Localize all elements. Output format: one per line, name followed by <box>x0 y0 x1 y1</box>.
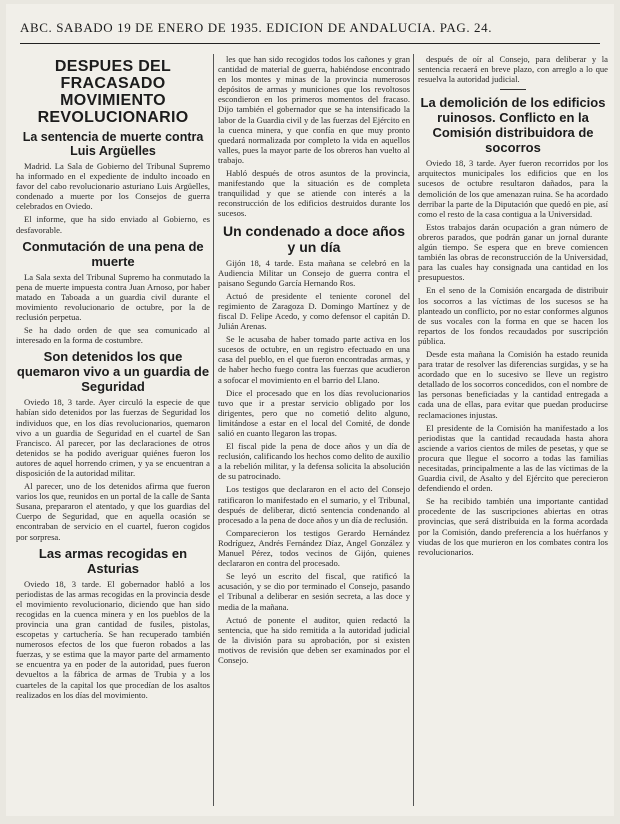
article-title: Conmutación de una pena de muerte <box>22 238 204 269</box>
separator-dash <box>500 89 526 90</box>
article-paragraph: les que han sido recogidos todos los cañones y gran cantidad de material de guerra, habiéndose encontrado en los montes y minas de la provincia numerosos depósitos de armas y municiones que los revoltosos escondieron en los primeros momentos del fracaso. Dijo también el gobernador que se ha intensificado la labor de la Guardia civil y de las fuerzas del Ejército en la cuenca minera, y que confía en que muy pronto quedará normalizada por completo la vida en aquellos valles, pues la mayor parte de los obreros han vuelto al trabajo. <box>218 54 410 165</box>
article-paragraph: Habló después de otros asuntos de la provincia, manifestando que la situación es de completa tranquilidad y que se atiende con interés a la reconstrucción de los edificios destruidos durante los sucesos. <box>218 168 410 219</box>
article-paragraph: Se ha dado orden de que sea comunicado al interesado en la forma de costumbre. <box>16 325 210 346</box>
article-paragraph: Los testigos que declararon en el acto del Consejo ratificaron lo manifestado en el sumario, y el Tribunal, después de deliberar, dictó sentencia condenando al procesado a la pena de doce años y un día de reclusión. <box>218 484 410 525</box>
article-paragraph: El presidente de la Comisión ha manifestado a los periodistas que la cantidad recaudada hasta ahora asciende a varios cientos de miles de pesetas, y que se procura que llegue el socorro a todas las familias necesitadas, principalmente a las de las víctimas de la Guardia civil, de Asalto y del Ejército que perecieron defendiendo el orden. <box>418 422 608 494</box>
column-3 <box>418 54 608 810</box>
article-paragraph: Oviedo 18, 3 tarde. Ayer circuló la especie de que habían sido detenidos por las fuerzas de Seguridad los individuos que, en los días revolucionarios, quemaron vivo a un guardia de Seguridad en el cuartel de San Francisco. Al parecer, por las declaraciones de otros detenidos se ha podido averiguar quiénes fueron los autores de aquel horrendo crimen, y ya se encuentran a disposición de la autoridad militar. <box>16 397 210 478</box>
article-paragraph: Oviedo 18, 3 tarde. Ayer fueron recorridos por los arquitectos municipales los edificios que en los sucesos de octubre resultaron dañados, para la demolición de los que amenazan ruina. Se ha acordado derribar la parte de la Diputación que quedó en pie, así como el resto de la casa contigua a la Universidad. <box>418 158 608 219</box>
article-paragraph: Se ha recibido también una importante cantidad procedente de las suscripciones abiertas en otras provincias, que será distribuida en la forma acordada por la Comisión, dando preferencia a los huérfanos y viudas de los que murieron en los combates contra los revolucionarios. <box>418 496 608 557</box>
masthead-rule <box>20 43 600 44</box>
article-paragraph: Actuó de presidente el teniente coronel del regimiento de Zaragoza D. Domingo Martínez y de fiscal D. Felipe Acedo, y como defensor el capitán D. Julián Arenas. <box>218 290 410 332</box>
article-paragraph: Dice el procesado que en los días revolucionarios tuvo que ir a prestar servicio obligado por los dirigentes, pero que no cometió delito alguno, limitándose a estar en el local del Comité, de donde salió en cuanto llegaron las tropas. <box>218 387 410 438</box>
article-paragraph: Desde esta mañana la Comisión ha estado reunida para tratar de resolver las diferencias surgidas, y se ha acordado que en lo sucesivo se lleve un registro detallado de los socorros concedidos, con el nombre de las personas beneficiadas y la cantidad entregada a cada una de ellas, para evitar que puedan producirse reclamaciones injustas. <box>418 348 608 420</box>
column-2 <box>218 54 410 810</box>
masthead <box>20 20 600 44</box>
article-paragraph: Se leyó un escrito del fiscal, que ratificó la acusación, y se dio por terminado el Consejo, pasando el Tribunal a deliberar en sesión secreta, a las doce y media de la mañana. <box>218 571 410 612</box>
main-headline: DESPUES DEL FRACASADO MOVIMIENTO REVOLUCIONARIO <box>37 58 189 126</box>
article-paragraph: La Sala sexta del Tribunal Supremo ha conmutado la pena de muerte impuesta contra Juan Arnoso, por haber matado en Taboada a un guardia civil durante el movimiento revolucionario de octubre, por la de reclusión perpetua. <box>16 271 210 323</box>
article-title: Las armas recogidas en Asturias <box>38 545 188 576</box>
masthead-text: ABC. SABADO 19 DE ENERO DE 1935. EDICION DE ANDALUCIA. PAG. 24. <box>20 20 493 35</box>
article-paragraph: Comparecieron los testigos Gerardo Hernández Rodríguez, Andrés Fernández Díaz, Angel González y Manuel Pérez, todos vecinos de Gijón, quienes declararon en contra del procesado. <box>218 527 410 569</box>
article-paragraph: Se le acusaba de haber tomado parte activa en los sucesos de octubre, en un registro efectuado en una casa del pueblo, en el que fueron encontradas armas, y de haber hecho fuego contra las fuerzas que acudieron a sofocar el movimiento en el barrio del Llano. <box>218 334 410 385</box>
newspaper-page <box>6 4 614 816</box>
article-paragraph: Gijón 18, 4 tarde. Esta mañana se celebró en la Audiencia Militar un Consejo de guerra contra el paisano Segundo García Hernando Ros. <box>218 257 410 288</box>
article-paragraph: Actuó de ponente el auditor, quien redactó la sentencia, que ha sido remitida a la autoridad judicial de la división para su aprobación, por si existen motivos de revisión que deben ser examinados por el Consejo. <box>218 614 410 665</box>
article-title: La demolición de los edificios ruinosos. Conflicto en la Comisión distribuidora de socorros <box>420 95 606 156</box>
column-divider <box>413 54 414 806</box>
column-divider <box>213 54 214 806</box>
article-paragraph: después de oír al Consejo, para deliberar y la sentencia recaerá en breve plazo, con arreglo a lo que resuelva la autoridad judicial. <box>418 54 608 85</box>
article-title: Un condenado a doce años y un día <box>222 222 406 255</box>
article-title: Son detenidos los que quemaron vivo a un guardia de Seguridad <box>16 349 210 395</box>
article-paragraph: El informe, que ha sido enviado al Gobierno, es desfavorable. <box>16 214 210 235</box>
article-paragraph: Estos trabajos darán ocupación a gran número de obreros parados, que podrán ganar un jornal durante algún tiempo. Se espera que en breve comiencen también las obras de reconstrucción de la Universidad, para las cuales hay consignada una cantidad en los presupuestos. <box>418 221 608 283</box>
article-paragraph: Oviedo 18, 3 tarde. El gobernador habló a los periodistas de las armas recogidas en la provincia desde el movimiento revolucionario, diciendo que han sido recogidas en la cuenca minera y en los pueblos de la provincia una gran cantidad de fusiles, pistolas, escopetas y cartuchería. Se han recuperado también numerosos efectos de los que fueron robados a las fuerzas, y se estima que la mayor parte del armamento se encuentra ya en poder de la autoridad, pues fueron devueltos a la fábrica de armas de Trubia y a los cuarteles de la capital los que procedían de los asaltos realizados en los días del movimiento. <box>16 578 210 700</box>
column-1 <box>16 54 210 810</box>
article-paragraph: El fiscal pide la pena de doce años y un día de reclusión, calificando los hechos como delito de auxilio a la rebelión militar, y la defensa solicita la absolución de su patrocinado. <box>218 441 410 482</box>
article-paragraph: Madrid. La Sala de Gobierno del Tribunal Supremo ha informado en el expediente de indulto incoado en favor del cabo revolucionario asturiano Luis Argüelles, condenado a muerte por los Consejos de guerra celebrados en Oviedo. <box>16 161 210 212</box>
article-title: La sentencia de muerte contra Luis Argüelles <box>22 130 204 158</box>
article-paragraph: En el seno de la Comisión encargada de distribuir los socorros a las víctimas de los sucesos se ha planteado un conflicto, por no estar conformes algunos de sus vocales con la forma en que se hacen los repartos de los fondos recaudados por suscripción pública. <box>418 285 608 346</box>
article-paragraph: Al parecer, uno de los detenidos afirma que fueron varios los que, reunidos en un portal de la calle de Santa Susana, prepararon el atentado, y que los guardias del Cuerpo de Seguridad, que en aquella ocasión se encontraban de servicio en el cuartel, fueron cogidos por sorpresa. <box>16 481 210 542</box>
